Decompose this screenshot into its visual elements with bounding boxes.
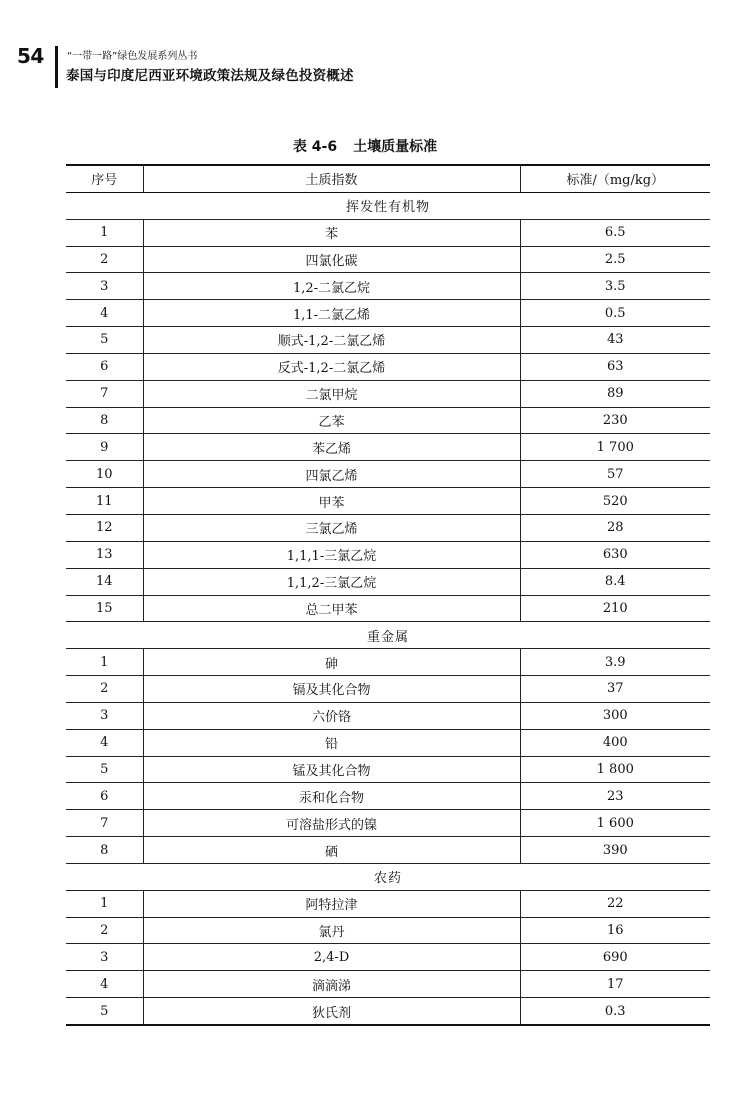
section-header-row	[66, 192, 710, 219]
table-row	[66, 488, 710, 515]
indicator-cell: 二氯甲烷	[143, 380, 520, 407]
standard-value-cell: 8.4	[520, 568, 710, 595]
table-row	[66, 380, 710, 407]
section-header-row	[66, 622, 710, 649]
indicator-cell: 滴滴涕	[143, 971, 520, 998]
indicator-cell: 1,1,1-三氯乙烷	[143, 541, 520, 568]
section-title: 农药	[66, 863, 710, 890]
indicator-cell: 甲苯	[143, 488, 520, 515]
row-index-cell: 13	[66, 541, 143, 568]
table-row	[66, 756, 710, 783]
standard-value-cell: 28	[520, 514, 710, 541]
standard-value-cell: 6.5	[520, 219, 710, 246]
row-index-cell: 5	[66, 327, 143, 354]
indicator-cell: 阿特拉津	[143, 890, 520, 917]
standard-value-cell: 57	[520, 461, 710, 488]
standard-value-cell: 230	[520, 407, 710, 434]
standard-value-cell: 1 600	[520, 810, 710, 837]
row-index-cell: 5	[66, 998, 143, 1025]
table-caption-number: 表 4-6	[292, 139, 338, 155]
row-index-cell: 2	[66, 917, 143, 944]
table-row	[66, 944, 710, 971]
indicator-cell: 四氯乙烯	[143, 461, 520, 488]
row-index-cell: 15	[66, 595, 143, 622]
standard-value-cell: 0.5	[520, 300, 710, 327]
table-row	[66, 998, 710, 1025]
row-index-cell: 8	[66, 837, 143, 864]
indicator-cell: 汞和化合物	[143, 783, 520, 810]
row-index-cell: 10	[66, 461, 143, 488]
row-index-cell: 1	[66, 890, 143, 917]
soil-quality-table	[66, 164, 710, 1026]
table-row	[66, 407, 710, 434]
standard-value-cell: 520	[520, 488, 710, 515]
indicator-cell: 六价铬	[143, 702, 520, 729]
indicator-cell: 硒	[143, 837, 520, 864]
table-row	[66, 514, 710, 541]
standard-value-cell: 1 800	[520, 756, 710, 783]
indicator-cell: 三氯乙烯	[143, 514, 520, 541]
indicator-cell: 苯乙烯	[143, 434, 520, 461]
indicator-cell: 1,1,2-三氯乙烷	[143, 568, 520, 595]
indicator-cell: 反式-1,2-二氯乙烯	[143, 353, 520, 380]
section-title: 重金属	[66, 622, 710, 649]
indicator-cell: 砷	[143, 649, 520, 676]
row-index-cell: 8	[66, 407, 143, 434]
indicator-cell: 总二甲苯	[143, 595, 520, 622]
table-row	[66, 246, 710, 273]
indicator-cell: 氯丹	[143, 917, 520, 944]
row-index-cell: 6	[66, 353, 143, 380]
table-body	[66, 192, 710, 1025]
row-index-cell: 11	[66, 488, 143, 515]
row-index-cell: 14	[66, 568, 143, 595]
page-number: 54	[17, 44, 44, 68]
row-index-cell: 4	[66, 729, 143, 756]
row-index-cell: 3	[66, 702, 143, 729]
row-index-cell: 4	[66, 971, 143, 998]
indicator-cell: 苯	[143, 219, 520, 246]
row-index-cell: 4	[66, 300, 143, 327]
indicator-cell: 可溶盐形式的镍	[143, 810, 520, 837]
column-header-indicator: 土质指数	[143, 165, 520, 192]
indicator-cell: 狄氏剂	[143, 998, 520, 1025]
table-row	[66, 219, 710, 246]
standard-value-cell: 390	[520, 837, 710, 864]
indicator-cell: 1,2-二氯乙烷	[143, 273, 520, 300]
standard-value-cell: 17	[520, 971, 710, 998]
indicator-cell: 铅	[143, 729, 520, 756]
indicator-cell: 镉及其化合物	[143, 676, 520, 703]
row-index-cell: 2	[66, 676, 143, 703]
row-index-cell: 6	[66, 783, 143, 810]
table-row	[66, 649, 710, 676]
table-row	[66, 541, 710, 568]
standard-value-cell: 690	[520, 944, 710, 971]
row-index-cell: 2	[66, 246, 143, 273]
indicator-cell: 1,1-二氯乙烯	[143, 300, 520, 327]
row-index-cell: 3	[66, 944, 143, 971]
table-row	[66, 568, 710, 595]
table-caption	[0, 136, 730, 156]
table-row	[66, 971, 710, 998]
indicator-cell: 顺式-1,2-二氯乙烯	[143, 327, 520, 354]
column-header-index: 序号	[66, 165, 143, 192]
indicator-cell: 锰及其化合物	[143, 756, 520, 783]
row-index-cell: 9	[66, 434, 143, 461]
row-index-cell: 1	[66, 649, 143, 676]
table-row	[66, 810, 710, 837]
table-row	[66, 676, 710, 703]
table-row	[66, 273, 710, 300]
standard-value-cell: 210	[520, 595, 710, 622]
standard-value-cell: 3.9	[520, 649, 710, 676]
table-row	[66, 783, 710, 810]
standard-value-cell: 3.5	[520, 273, 710, 300]
table-row	[66, 461, 710, 488]
standard-value-cell: 22	[520, 890, 710, 917]
table-caption-title: 土壤质量标准	[353, 139, 438, 155]
column-header-standard: 标准/（mg/kg）	[520, 165, 710, 192]
standard-value-cell: 37	[520, 676, 710, 703]
table-row	[66, 729, 710, 756]
standard-value-cell: 16	[520, 917, 710, 944]
standard-value-cell: 0.3	[520, 998, 710, 1025]
standard-value-cell: 2.5	[520, 246, 710, 273]
row-index-cell: 3	[66, 273, 143, 300]
table-row	[66, 702, 710, 729]
table-row	[66, 300, 710, 327]
series-title: “一带一路”绿色发展系列丛书	[67, 51, 198, 62]
indicator-cell: 乙苯	[143, 407, 520, 434]
standard-value-cell: 300	[520, 702, 710, 729]
table-row	[66, 327, 710, 354]
table-row	[66, 434, 710, 461]
table-header-row	[66, 165, 710, 192]
standard-value-cell: 400	[520, 729, 710, 756]
table-row	[66, 890, 710, 917]
standard-value-cell: 43	[520, 327, 710, 354]
row-index-cell: 1	[66, 219, 143, 246]
row-index-cell: 7	[66, 380, 143, 407]
table-row	[66, 837, 710, 864]
table-row	[66, 353, 710, 380]
standard-value-cell: 1 700	[520, 434, 710, 461]
table-row	[66, 917, 710, 944]
standard-value-cell: 89	[520, 380, 710, 407]
section-title: 挥发性有机物	[66, 192, 710, 219]
standard-value-cell: 63	[520, 353, 710, 380]
section-header-row	[66, 863, 710, 890]
standard-value-cell: 630	[520, 541, 710, 568]
row-index-cell: 12	[66, 514, 143, 541]
standard-value-cell: 23	[520, 783, 710, 810]
row-index-cell: 7	[66, 810, 143, 837]
indicator-cell: 2,4-D	[143, 944, 520, 971]
header-divider	[55, 46, 58, 88]
book-title: 泰国与印度尼西亚环境政策法规及绿色投资概述	[66, 68, 354, 84]
table-row	[66, 595, 710, 622]
indicator-cell: 四氯化碳	[143, 246, 520, 273]
row-index-cell: 5	[66, 756, 143, 783]
